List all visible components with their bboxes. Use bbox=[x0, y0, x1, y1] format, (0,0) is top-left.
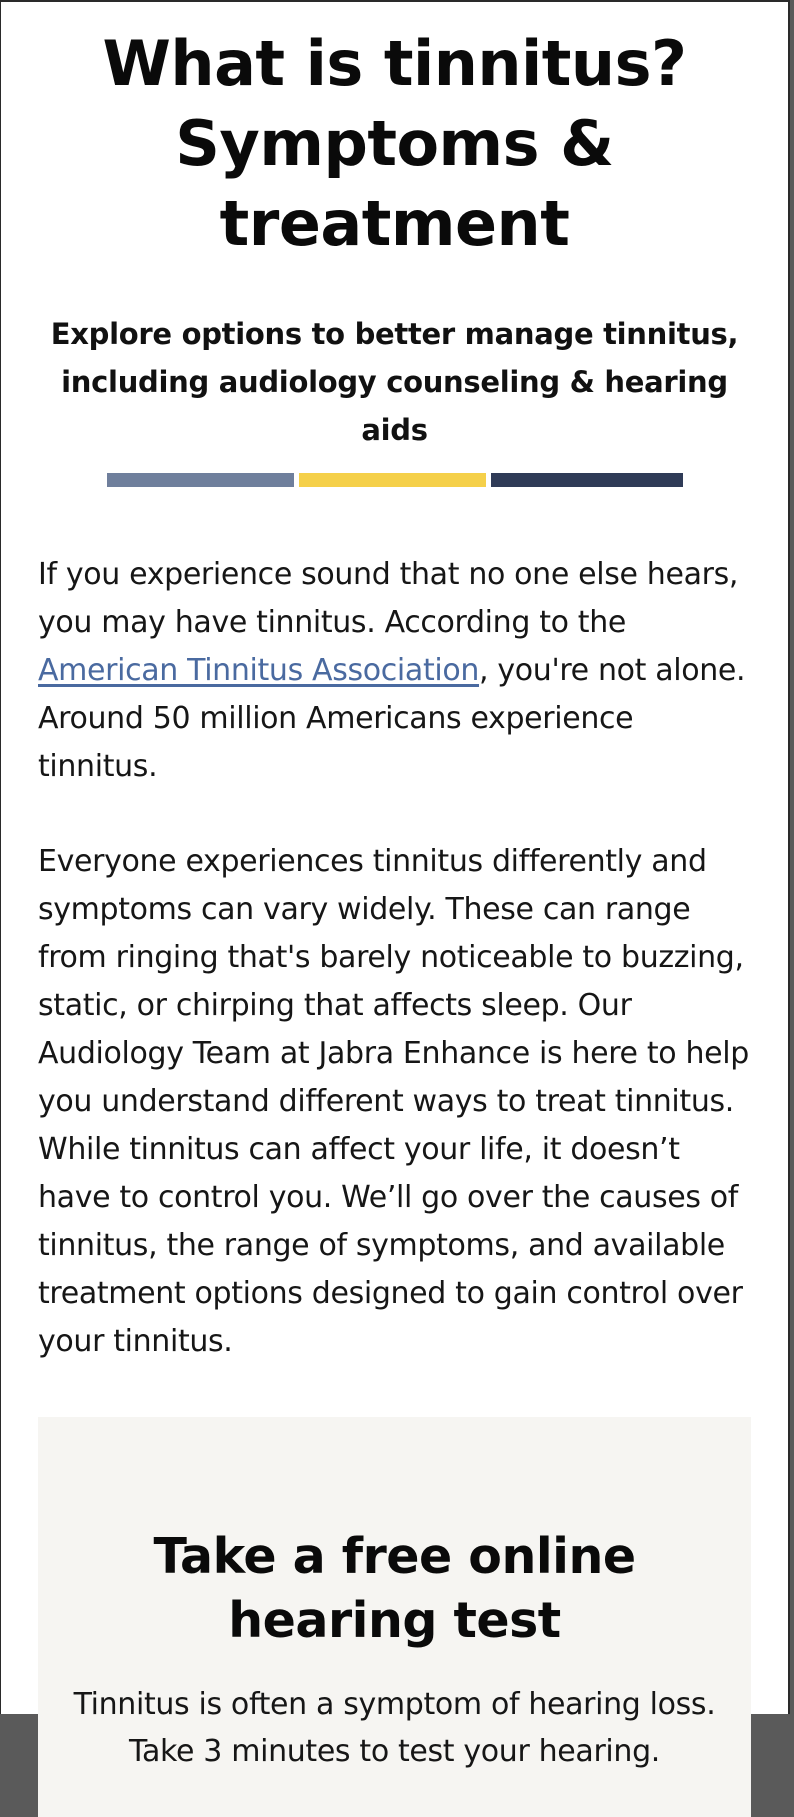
page-subtitle-line-2: including audiology counseling & hearing aids bbox=[61, 365, 728, 447]
intro-paragraph bbox=[38, 551, 751, 791]
page-subtitle-line-1: Explore options to better manage tinnitus, bbox=[50, 317, 739, 351]
accent-color-bars bbox=[38, 473, 751, 487]
hearing-test-cta-box bbox=[38, 1417, 751, 1817]
page-subtitle bbox=[38, 310, 751, 454]
hearing-test-cta-title: Take a free online hearing test bbox=[153, 1528, 636, 1649]
accent-bar-slate bbox=[107, 473, 294, 487]
body-paragraph: Everyone experiences tinnitus differently and symptoms can vary widely. These can range from ringing that's barely noticeable to buzzing, static, or chirping that affects sleep. Our Audiology Team at Jabra Enhance is here to help you understand different ways to treat tinnitus. While tinnitus can affect your life, it doesn’t have to control you. We’ll go over the causes of tinnitus, the range of symptoms, and available treatment options designed to gain control over your tinnitus. bbox=[38, 844, 749, 1359]
hearing-test-cta-text: Tinnitus is often a symptom of hearing loss. Take 3 minutes to test your hearing. bbox=[73, 1687, 716, 1769]
article-content bbox=[1, 24, 788, 1817]
american-tinnitus-association-link[interactable]: American Tinnitus Association bbox=[38, 653, 480, 688]
accent-bar-yellow bbox=[299, 473, 486, 487]
intro-text-after-link: , you're not alone. Around 50 million Americans experience tinnitus. bbox=[38, 653, 746, 784]
accent-bar-navy bbox=[491, 473, 683, 487]
page-title-line-3: treatment bbox=[219, 187, 570, 260]
intro-text-before-link: If you experience sound that no one else hears, you may have tinnitus. According to the bbox=[38, 557, 739, 640]
page-title bbox=[38, 24, 751, 264]
page-title-line-2: Symptoms & bbox=[175, 107, 614, 180]
page-title-line-1: What is tinnitus? bbox=[102, 27, 687, 100]
